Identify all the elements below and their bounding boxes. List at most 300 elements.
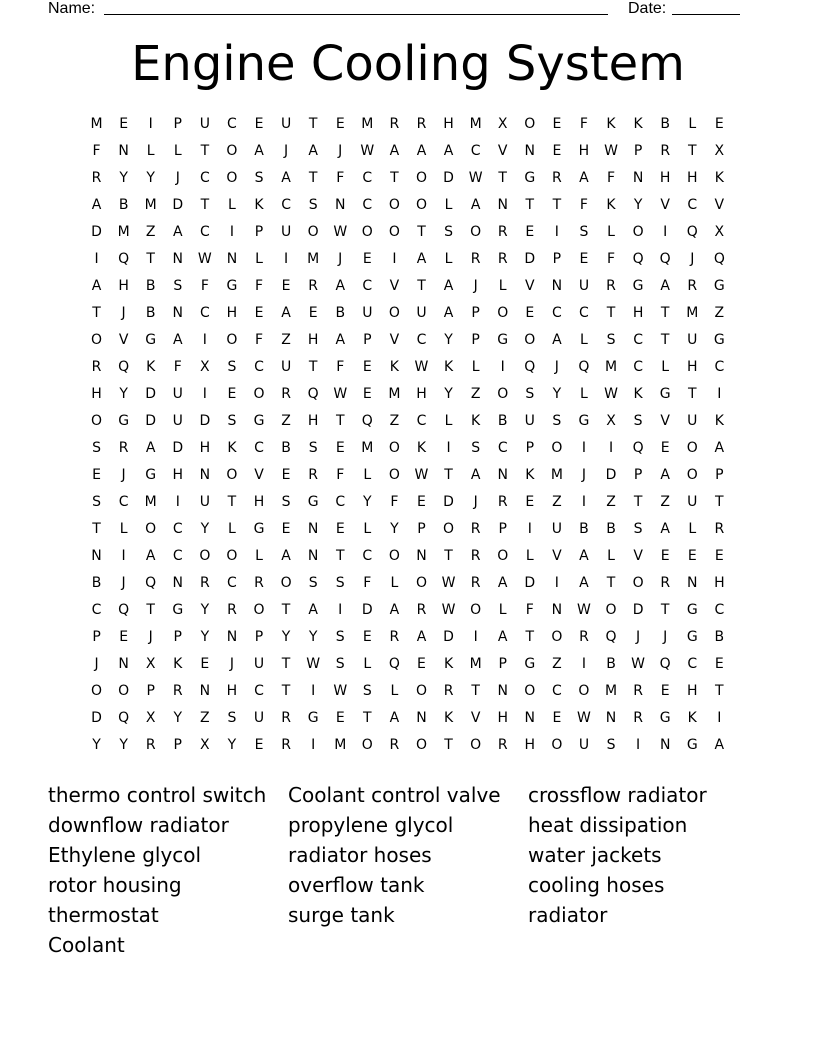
grid-letter: C bbox=[254, 683, 264, 699]
grid-letter: T bbox=[92, 521, 101, 537]
grid-letter: L bbox=[255, 251, 263, 267]
grid-letter: I bbox=[500, 359, 505, 375]
grid-letter: R bbox=[497, 737, 508, 753]
grid-letter: A bbox=[389, 710, 400, 726]
grid-letter: A bbox=[172, 224, 183, 240]
grid-letter: R bbox=[633, 710, 643, 726]
grid-letter: P bbox=[254, 224, 264, 240]
grid-letter: Z bbox=[714, 305, 725, 321]
grid-letter: Y bbox=[552, 386, 562, 402]
grid-letter: Z bbox=[660, 494, 670, 510]
grid-letter: E bbox=[254, 737, 264, 753]
grid-letter: M bbox=[469, 656, 482, 672]
grid-letter: E bbox=[227, 386, 237, 402]
grid-letter: T bbox=[308, 116, 318, 132]
grid-letter: M bbox=[117, 224, 130, 240]
grid-row bbox=[83, 276, 733, 303]
grid-letter: O bbox=[226, 143, 238, 159]
grid-letter: Z bbox=[552, 494, 562, 510]
grid-letter: T bbox=[715, 683, 724, 699]
grid-letter: M bbox=[469, 116, 482, 132]
grid-letter: O bbox=[226, 170, 238, 186]
grid-letter: W bbox=[333, 683, 348, 699]
grid-letter: F bbox=[579, 116, 588, 132]
grid-letter: X bbox=[200, 737, 210, 753]
grid-letter: P bbox=[471, 332, 480, 348]
grid-letter: Z bbox=[145, 224, 156, 240]
grid-letter: J bbox=[554, 359, 559, 375]
grid-letter: L bbox=[390, 683, 399, 699]
grid-letter: A bbox=[172, 332, 183, 348]
letter-grid bbox=[83, 114, 733, 762]
grid-letter: O bbox=[91, 413, 103, 429]
grid-letter: I bbox=[284, 251, 289, 267]
grid-letter: V bbox=[525, 278, 535, 294]
grid-letter: A bbox=[308, 602, 318, 618]
grid-row bbox=[83, 546, 733, 573]
grid-letter: E bbox=[579, 251, 589, 267]
grid-letter: W bbox=[468, 170, 483, 186]
grid-letter: S bbox=[633, 413, 643, 429]
grid-letter: R bbox=[470, 548, 481, 564]
grid-letter: O bbox=[497, 305, 509, 321]
grid-letter: W bbox=[414, 467, 429, 483]
grid-letter: M bbox=[334, 737, 347, 753]
grid-letter: T bbox=[715, 494, 724, 510]
grid-letter: T bbox=[335, 413, 345, 429]
grid-letter: Q bbox=[118, 251, 130, 267]
word-list-item: thermostat bbox=[48, 903, 159, 927]
grid-letter: D bbox=[632, 602, 644, 618]
grid-letter: I bbox=[446, 440, 451, 456]
grid-row bbox=[83, 384, 733, 411]
grid-letter: U bbox=[253, 710, 265, 726]
grid-letter: J bbox=[121, 467, 126, 483]
grid-letter: E bbox=[362, 629, 372, 645]
grid-letter: Y bbox=[281, 629, 291, 645]
grid-letter: H bbox=[524, 737, 536, 753]
grid-letter: E bbox=[660, 440, 670, 456]
grid-letter: T bbox=[92, 305, 101, 321]
grid-letter: F bbox=[606, 170, 616, 186]
grid-letter: S bbox=[308, 575, 318, 591]
grid-letter: R bbox=[389, 737, 400, 753]
grid-letter: A bbox=[660, 521, 670, 537]
grid-letter: L bbox=[661, 359, 670, 375]
grid-letter: S bbox=[444, 224, 453, 240]
grid-letter: Q bbox=[361, 413, 373, 429]
grid-letter: Q bbox=[632, 440, 644, 456]
grid-letter: T bbox=[308, 359, 318, 375]
grid-letter: G bbox=[307, 710, 319, 726]
grid-letter: U bbox=[416, 305, 427, 321]
grid-letter: P bbox=[715, 467, 724, 483]
grid-letter: G bbox=[713, 278, 725, 294]
grid-letter: D bbox=[443, 170, 454, 186]
grid-letter: G bbox=[686, 737, 698, 753]
word-list-item: overflow tank bbox=[288, 873, 425, 897]
grid-letter: O bbox=[443, 521, 455, 537]
grid-letter: E bbox=[281, 521, 291, 537]
grid-letter: I bbox=[202, 332, 207, 348]
grid-letter: J bbox=[94, 656, 99, 672]
grid-letter: C bbox=[551, 683, 562, 699]
grid-letter: K bbox=[687, 710, 697, 726]
grid-letter: S bbox=[308, 440, 318, 456]
grid-letter: A bbox=[443, 305, 454, 321]
grid-letter: H bbox=[226, 305, 238, 321]
grid-letter: R bbox=[91, 170, 102, 186]
grid-letter: E bbox=[335, 521, 345, 537]
grid-letter: U bbox=[578, 278, 590, 294]
grid-letter: T bbox=[281, 602, 291, 618]
grid-letter: Q bbox=[632, 251, 644, 267]
grid-letter: H bbox=[632, 305, 644, 321]
grid-letter: E bbox=[552, 116, 562, 132]
grid-letter: V bbox=[552, 548, 562, 564]
grid-letter: A bbox=[470, 467, 481, 483]
grid-letter: A bbox=[335, 278, 346, 294]
grid-letter: H bbox=[416, 386, 427, 402]
grid-letter: R bbox=[497, 224, 508, 240]
grid-letter: E bbox=[552, 143, 562, 159]
grid-letter: O bbox=[280, 575, 292, 591]
grid-row bbox=[83, 654, 733, 681]
grid-letter: O bbox=[361, 737, 373, 753]
grid-letter: G bbox=[145, 332, 157, 348]
grid-letter: O bbox=[388, 548, 400, 564]
grid-letter: Y bbox=[444, 386, 453, 402]
grid-letter: H bbox=[578, 143, 590, 159]
grid-letter: L bbox=[363, 521, 372, 537]
grid-letter: C bbox=[416, 413, 427, 429]
date-label: Date: bbox=[628, 0, 667, 17]
grid-letter: Y bbox=[227, 737, 237, 753]
grid-letter: R bbox=[416, 602, 427, 618]
grid-letter: Q bbox=[388, 656, 400, 672]
header-line bbox=[48, 0, 748, 20]
grid-letter: L bbox=[444, 413, 453, 429]
grid-letter: O bbox=[497, 386, 509, 402]
grid-letter: G bbox=[253, 413, 265, 429]
grid-letter: Q bbox=[118, 359, 130, 375]
grid-letter: Y bbox=[633, 197, 643, 213]
grid-row bbox=[83, 411, 733, 438]
grid-letter: S bbox=[227, 413, 237, 429]
grid-letter: T bbox=[227, 494, 237, 510]
grid-letter: P bbox=[173, 737, 182, 753]
grid-letter: T bbox=[633, 494, 643, 510]
grid-letter: T bbox=[335, 548, 345, 564]
grid-letter: N bbox=[687, 575, 698, 591]
grid-letter: A bbox=[308, 143, 318, 159]
grid-letter: S bbox=[92, 494, 101, 510]
grid-letter: R bbox=[389, 116, 400, 132]
grid-row bbox=[83, 492, 733, 519]
grid-letter: O bbox=[551, 629, 563, 645]
grid-letter: R bbox=[91, 359, 102, 375]
word-list-item: Ethylene glycol bbox=[48, 843, 202, 867]
grid-letter: X bbox=[714, 224, 725, 240]
word-list-item: thermo control switch bbox=[48, 783, 267, 807]
grid-letter: G bbox=[686, 629, 698, 645]
grid-letter: N bbox=[118, 656, 129, 672]
word-list-item: water jackets bbox=[528, 843, 662, 867]
grid-letter: G bbox=[632, 278, 644, 294]
grid-letter: S bbox=[362, 683, 372, 699]
grid-letter: V bbox=[660, 413, 670, 429]
grid-letter: L bbox=[228, 197, 236, 213]
page-title: Engine Cooling System bbox=[131, 36, 685, 92]
grid-letter: R bbox=[552, 170, 562, 186]
grid-letter: B bbox=[606, 521, 616, 537]
grid-letter: E bbox=[687, 548, 697, 564]
grid-letter: S bbox=[254, 170, 264, 186]
grid-letter: T bbox=[525, 629, 535, 645]
grid-letter: S bbox=[281, 494, 291, 510]
grid-letter: C bbox=[416, 332, 427, 348]
grid-letter: K bbox=[416, 440, 427, 456]
grid-letter: D bbox=[91, 710, 102, 726]
grid-letter: E bbox=[714, 116, 724, 132]
grid-letter: I bbox=[338, 602, 343, 618]
grid-letter: A bbox=[281, 305, 291, 321]
grid-letter: Q bbox=[578, 359, 590, 375]
grid-letter: E bbox=[714, 656, 724, 672]
word-list-item: radiator hoses bbox=[288, 843, 432, 867]
grid-letter: H bbox=[686, 683, 698, 699]
grid-letter: E bbox=[335, 440, 345, 456]
grid-letter: E bbox=[525, 224, 535, 240]
grid-letter: M bbox=[361, 116, 374, 132]
grid-letter: R bbox=[579, 629, 589, 645]
grid-letter: A bbox=[714, 440, 725, 456]
grid-letter: L bbox=[525, 548, 534, 564]
grid-letter: I bbox=[581, 656, 587, 672]
grid-letter: B bbox=[145, 278, 156, 294]
grid-letter: A bbox=[389, 602, 400, 618]
grid-letter: C bbox=[633, 359, 643, 375]
grid-letter: N bbox=[172, 305, 184, 321]
grid-letter: C bbox=[172, 521, 183, 537]
grid-letter: G bbox=[307, 494, 319, 510]
grid-letter: U bbox=[524, 413, 535, 429]
grid-letter: Y bbox=[92, 737, 101, 753]
grid-letter: R bbox=[497, 494, 508, 510]
grid-letter: R bbox=[470, 521, 481, 537]
grid-letter: G bbox=[524, 170, 536, 186]
grid-letter: O bbox=[415, 575, 427, 591]
grid-letter: O bbox=[415, 170, 427, 186]
grid-letter: M bbox=[144, 494, 157, 510]
grid-letter: U bbox=[578, 737, 590, 753]
grid-letter: O bbox=[253, 386, 265, 402]
grid-letter: E bbox=[525, 494, 535, 510]
grid-letter: L bbox=[363, 467, 372, 483]
grid-letter: D bbox=[443, 629, 454, 645]
grid-letter: F bbox=[525, 602, 534, 618]
grid-letter: Q bbox=[118, 710, 130, 726]
grid-letter: U bbox=[687, 332, 698, 348]
name-blank-line bbox=[104, 14, 608, 15]
grid-letter: O bbox=[388, 440, 400, 456]
grid-letter: J bbox=[663, 629, 668, 645]
grid-letter: E bbox=[660, 548, 670, 564]
grid-letter: M bbox=[604, 683, 618, 699]
grid-letter: B bbox=[497, 413, 508, 429]
grid-letter: Q bbox=[145, 575, 157, 591]
grid-letter: R bbox=[606, 278, 616, 294]
grid-letter: N bbox=[226, 629, 238, 645]
grid-letter: E bbox=[254, 116, 264, 132]
grid-letter: C bbox=[254, 440, 264, 456]
grid-letter: Q bbox=[307, 386, 319, 402]
grid-letter: K bbox=[714, 170, 724, 186]
grid-letter: O bbox=[415, 197, 427, 213]
grid-letter: Y bbox=[390, 521, 399, 537]
word-list-item: surge tank bbox=[288, 903, 395, 927]
grid-letter: A bbox=[281, 170, 291, 186]
grid-letter: Y bbox=[119, 170, 128, 186]
grid-letter: K bbox=[525, 467, 535, 483]
grid-letter: F bbox=[336, 467, 345, 483]
grid-letter: Y bbox=[308, 629, 318, 645]
grid-letter: J bbox=[581, 467, 587, 483]
grid-letter: E bbox=[119, 629, 129, 645]
grid-letter: F bbox=[254, 278, 264, 294]
grid-letter: X bbox=[145, 710, 156, 726]
grid-letter: A bbox=[470, 197, 481, 213]
grid-letter: P bbox=[498, 521, 507, 537]
grid-letter: W bbox=[197, 251, 212, 267]
grid-letter: C bbox=[118, 494, 129, 510]
grid-letter: O bbox=[632, 575, 644, 591]
word-list-item: radiator bbox=[528, 903, 608, 927]
grid-letter: N bbox=[551, 278, 563, 294]
grid-letter: U bbox=[199, 494, 210, 510]
grid-letter: T bbox=[687, 143, 697, 159]
grid-letter: T bbox=[417, 224, 426, 240]
grid-letter: T bbox=[525, 197, 535, 213]
grid-letter: W bbox=[414, 359, 429, 375]
grid-letter: V bbox=[497, 143, 508, 159]
grid-letter: A bbox=[443, 278, 454, 294]
grid-row bbox=[83, 519, 733, 546]
grid-letter: G bbox=[145, 467, 157, 483]
grid-letter: C bbox=[91, 602, 102, 618]
grid-letter: N bbox=[659, 737, 671, 753]
grid-letter: N bbox=[551, 602, 563, 618]
grid-letter: D bbox=[524, 575, 536, 591]
grid-letter: A bbox=[497, 575, 508, 591]
grid-letter: A bbox=[552, 332, 562, 348]
grid-letter: P bbox=[633, 467, 643, 483]
grid-letter: S bbox=[606, 332, 616, 348]
grid-letter: G bbox=[497, 332, 509, 348]
grid-letter: H bbox=[91, 386, 102, 402]
grid-letter: E bbox=[200, 656, 210, 672]
grid-letter: O bbox=[686, 467, 698, 483]
grid-letter: T bbox=[660, 305, 670, 321]
grid-letter: S bbox=[227, 359, 237, 375]
grid-letter: B bbox=[660, 116, 670, 132]
grid-letter: O bbox=[605, 602, 617, 618]
grid-letter: F bbox=[390, 494, 399, 510]
grid-letter: A bbox=[145, 548, 156, 564]
grid-letter: L bbox=[498, 602, 507, 618]
grid-row bbox=[83, 222, 733, 249]
grid-letter: Y bbox=[119, 737, 128, 753]
grid-letter: K bbox=[633, 116, 643, 132]
grid-letter: N bbox=[497, 683, 508, 699]
grid-letter: A bbox=[416, 629, 427, 645]
grid-letter: V bbox=[470, 710, 481, 726]
grid-letter: T bbox=[687, 386, 697, 402]
grid-letter: W bbox=[441, 602, 456, 618]
grid-letter: K bbox=[606, 197, 616, 213]
grid-letter: N bbox=[605, 710, 617, 726]
grid-row bbox=[83, 681, 733, 708]
grid-letter: M bbox=[144, 197, 157, 213]
grid-letter: R bbox=[172, 683, 183, 699]
grid-letter: N bbox=[226, 251, 238, 267]
grid-row bbox=[83, 330, 733, 357]
word-list bbox=[48, 780, 768, 960]
grid-letter: O bbox=[524, 116, 536, 132]
grid-letter: J bbox=[338, 251, 343, 267]
grid-letter: J bbox=[229, 656, 234, 672]
grid-letter: Z bbox=[200, 710, 210, 726]
grid-letter: E bbox=[525, 305, 535, 321]
grid-letter: X bbox=[714, 143, 725, 159]
grid-letter: V bbox=[118, 332, 129, 348]
grid-letter: Z bbox=[552, 656, 562, 672]
grid-letter: N bbox=[172, 251, 184, 267]
grid-letter: O bbox=[91, 332, 103, 348]
grid-row bbox=[83, 114, 733, 141]
grid-letter: I bbox=[554, 575, 559, 591]
grid-letter: P bbox=[525, 440, 535, 456]
grid-letter: M bbox=[388, 386, 401, 402]
grid-letter: I bbox=[148, 116, 153, 132]
grid-letter: N bbox=[416, 548, 427, 564]
grid-letter: L bbox=[119, 521, 128, 537]
grid-letter: C bbox=[362, 548, 373, 564]
grid-letter: I bbox=[608, 440, 614, 456]
grid-letter: O bbox=[388, 197, 400, 213]
grid-row bbox=[83, 141, 733, 168]
grid-letter: I bbox=[121, 548, 126, 564]
grid-letter: N bbox=[307, 521, 319, 537]
grid-letter: K bbox=[714, 413, 724, 429]
grid-letter: O bbox=[686, 440, 698, 456]
grid-row bbox=[83, 735, 733, 762]
grid-letter: Q bbox=[686, 224, 698, 240]
grid-letter: Y bbox=[200, 602, 210, 618]
grid-letter: T bbox=[660, 602, 670, 618]
grid-letter: F bbox=[336, 359, 345, 375]
grid-letter: E bbox=[417, 494, 426, 510]
grid-row bbox=[83, 357, 733, 384]
grid-letter: C bbox=[687, 656, 698, 672]
grid-row bbox=[83, 438, 733, 465]
grid-letter: K bbox=[254, 197, 264, 213]
grid-letter: V bbox=[660, 197, 670, 213]
grid-letter: N bbox=[497, 197, 508, 213]
grid-letter: U bbox=[172, 386, 183, 402]
grid-letter: D bbox=[172, 197, 184, 213]
grid-letter: T bbox=[552, 197, 562, 213]
